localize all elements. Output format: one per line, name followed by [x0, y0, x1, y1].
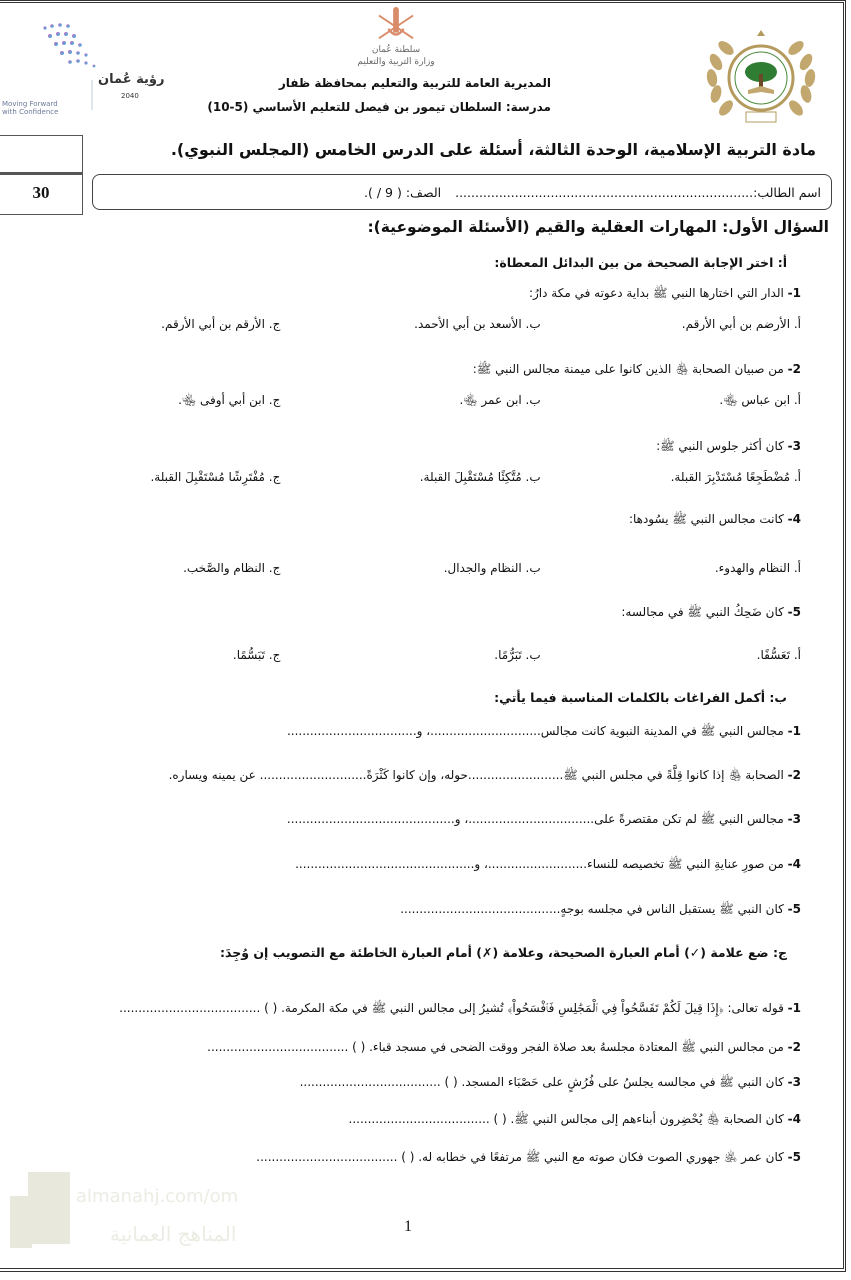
watermark-url: almanahj.com/om	[76, 1186, 239, 1207]
item-number: 2-	[787, 768, 801, 782]
fill-item-4[interactable]	[295, 857, 801, 874]
mcq-2-option-a[interactable]: أ. ابن عباس ﵄.	[719, 393, 801, 407]
vision-label: رؤية عُمان	[98, 72, 165, 87]
watermark-arabic: المناهج العمانية	[110, 1222, 237, 1246]
mcq-3-option-b[interactable]: ب. مُتَّكِئًا مُسْتَقْبِلَ القبلة.	[419, 470, 541, 484]
item-text: من صورِ عنايةِ النبي ﷺ تخصيصه للنساء..........................، و...............................................	[295, 857, 784, 871]
item-number: 4-	[787, 857, 801, 871]
item-text: من صبيان الصحابة ﵃ الذين كانوا على ميمنة مجالس النبي ﷺ:	[472, 362, 784, 376]
mcq-1-option-a[interactable]: أ. الأرضم بن أبي الأرقم.	[681, 317, 801, 331]
true-false-item-1[interactable]	[119, 1001, 801, 1018]
item-text: من مجالس النبي ﷺ المعتادة مجلسهُ بعد صلاة الفجر ووقت الضحى في مسجد قباء. ( ) .....................................	[207, 1040, 784, 1054]
item-number: 4-	[787, 1112, 801, 1126]
mcq-4-option-b[interactable]: ب. النظام والجدال.	[443, 561, 541, 575]
mcq-item-1	[529, 286, 801, 303]
ministry-line-2: وزارة التربية والتعليم	[357, 57, 435, 67]
ministry-line-1: سلطنة عُمان	[371, 45, 421, 55]
student-info-box	[92, 174, 832, 210]
item-text: كان النبي ﷺ يستقبل الناس في مجلسه بوجهٍ..........................................	[400, 902, 784, 916]
item-number: 1-	[787, 1001, 801, 1015]
item-number: 2-	[787, 1040, 801, 1054]
item-text: كان ضَحِكُ النبي ﷺ في مجالسه:	[621, 605, 784, 619]
mcq-1-option-c[interactable]: ج. الأرقم بن أبي الأرقم.	[161, 317, 281, 331]
item-text: مجالس النبي ﷺ لم تكن مقتصرةً على.................................، و............................................	[286, 812, 784, 826]
mcq-5-option-a[interactable]: أ. تَعَسُّفًا.	[756, 648, 801, 662]
item-number: 5-	[787, 605, 801, 619]
school-logo-icon	[702, 22, 820, 126]
mcq-1-options	[20, 317, 801, 331]
item-number: 3-	[787, 1075, 801, 1089]
question-1-title: السؤال الأول: المهارات العقلية والقيم (الأسئلة الموضوعية):	[367, 218, 829, 236]
vision-slogan-line-1: Moving Forward	[2, 100, 58, 108]
fill-item-2[interactable]	[169, 768, 801, 785]
item-text: كان الصحابة ﵃ يُحْضِرون أبناءهم إلى مجالس النبي ﷺ. ( ) .....................................	[348, 1112, 784, 1126]
true-false-item-5[interactable]	[256, 1150, 801, 1167]
item-number: 5-	[787, 902, 801, 916]
mcq-2-option-c[interactable]: ج. ابن أبي أوفى ﵄.	[178, 393, 281, 407]
mcq-1-option-b[interactable]: ب. الأسعد بن أبي الأحمد.	[414, 317, 541, 331]
mcq-item-5	[621, 605, 801, 622]
item-number: 1-	[787, 286, 801, 300]
item-number: 3-	[787, 812, 801, 826]
mcq-5-options	[20, 648, 801, 662]
mcq-2-options	[20, 393, 801, 410]
mcq-item-3	[656, 439, 801, 456]
part-c-title: ج: ضع علامة (✓) أمام العبارة الصحيحة، وعلامة (✗) أمام العبارة الخاطئة مع التصويب إن وُجِدَ:	[219, 945, 787, 960]
item-text: كان عمر ﵁ جهوري الصوت فكان صوته مع النبي ﷺ مرتفعًا في خطابه له. ( ) .....................................	[256, 1150, 784, 1164]
mcq-5-option-b[interactable]: ب. تَبَرُّمًا.	[494, 648, 541, 662]
item-text: كانت مجالس النبي ﷺ يسُودها:	[628, 512, 784, 526]
mcq-3-option-a[interactable]: أ. مُضْطَجِعًا مُسْتَدْبِرَ القبلة.	[670, 470, 801, 484]
true-false-item-2[interactable]	[207, 1040, 801, 1057]
directorate-name: المديرية العامة للتربية والتعليم بمحافظة ظفار	[278, 76, 551, 90]
vision-slogan	[2, 100, 58, 116]
part-a-title: أ: اختر الإجابة الصحيحة من بين البدائل المعطاة:	[494, 255, 787, 270]
score-total-box: 30	[0, 173, 83, 215]
vision-year: 2040	[121, 92, 139, 100]
item-number: 4-	[787, 512, 801, 526]
mcq-4-options	[20, 561, 801, 575]
mcq-4-option-a[interactable]: أ. النظام والهدوء.	[714, 561, 801, 575]
mcq-item-2	[473, 362, 801, 379]
score-obtained-box[interactable]	[0, 135, 83, 173]
subject-title: مادة التربية الإسلامية، الوحدة الثالثة، أسئلة على الدرس الخامس (المجلس النبوي).	[170, 140, 816, 159]
true-false-item-4[interactable]	[349, 1112, 802, 1129]
mcq-4-option-c[interactable]: ج. النظام والصَّخب.	[183, 561, 281, 575]
oman-emblem-icon	[368, 6, 424, 44]
grade-label-text: الصف:	[405, 184, 442, 200]
fill-item-5[interactable]	[400, 902, 801, 919]
mcq-item-4	[629, 512, 801, 529]
item-text: الدار التي اختارها النبي ﷺ بداية دعوته في مكة دارُ:	[528, 286, 784, 300]
part-b-title: ب: أكمل الفراغات بالكلمات المناسبة فيما يأتي:	[494, 690, 787, 705]
vision-slogan-line-2: with Confidence	[2, 108, 59, 116]
true-false-item-3[interactable]	[300, 1075, 801, 1092]
item-text: كان النبي ﷺ في مجالسه يجلسُ على فُرُشٍ على حَصْبَاء المسجد. ( ) .....................................	[299, 1075, 784, 1089]
mcq-5-option-c[interactable]: ج. تَبَسُّمًا.	[232, 648, 281, 662]
ministry-name	[330, 44, 462, 68]
item-number: 5-	[787, 1150, 801, 1164]
item-text: الصحابة ﵃ إذا كانوا قِلَّةً في مجلس النبي ﷺ.........................حوله، وإن كانوا كَثْرَةً............................ عن يمينه ويساره.	[168, 768, 784, 782]
fill-item-1[interactable]	[287, 724, 801, 741]
item-text: كان أكثر جلوس النبي ﷺ:	[656, 439, 784, 453]
watermark-logo-shape	[28, 1172, 70, 1244]
grade-field[interactable]: ( 9 / ).	[364, 184, 402, 200]
item-number: 3-	[787, 439, 801, 453]
item-text: قوله تعالى: ﴿إِذَا قِيلَ لَكُمْ تَفَسَّحُواْ فِي ٱلْمَجَٰلِسِ فَٱفْسَحُواْ﴾ تُشيرُ إلى مجالس النبي ﷺ في مكة المكرمة. ( ) .....................................	[119, 1001, 784, 1015]
mcq-3-option-c[interactable]: ج. مُفْتَرِشًا مُسْتَقْبِلَ القبلة.	[150, 470, 281, 484]
watermark-logo-shape	[10, 1196, 32, 1248]
mcq-2-option-b[interactable]: ب. ابن عمر ﵄.	[459, 393, 541, 407]
item-number: 1-	[787, 724, 801, 738]
mcq-3-options	[20, 470, 801, 484]
grade-label	[364, 185, 441, 200]
item-text: مجالس النبي ﷺ في المدينة النبوية كانت مجالس.............................، و..................................	[286, 724, 784, 738]
item-number: 2-	[787, 362, 801, 376]
student-name-field[interactable]: اسم الطالب:...........................................................................	[455, 184, 821, 200]
school-name: مدرسة: السلطان تيمور بن فيصل للتعليم الأساسي (5-10)	[207, 100, 551, 114]
fill-item-3[interactable]	[287, 812, 801, 829]
page-number: 1	[404, 1218, 412, 1235]
